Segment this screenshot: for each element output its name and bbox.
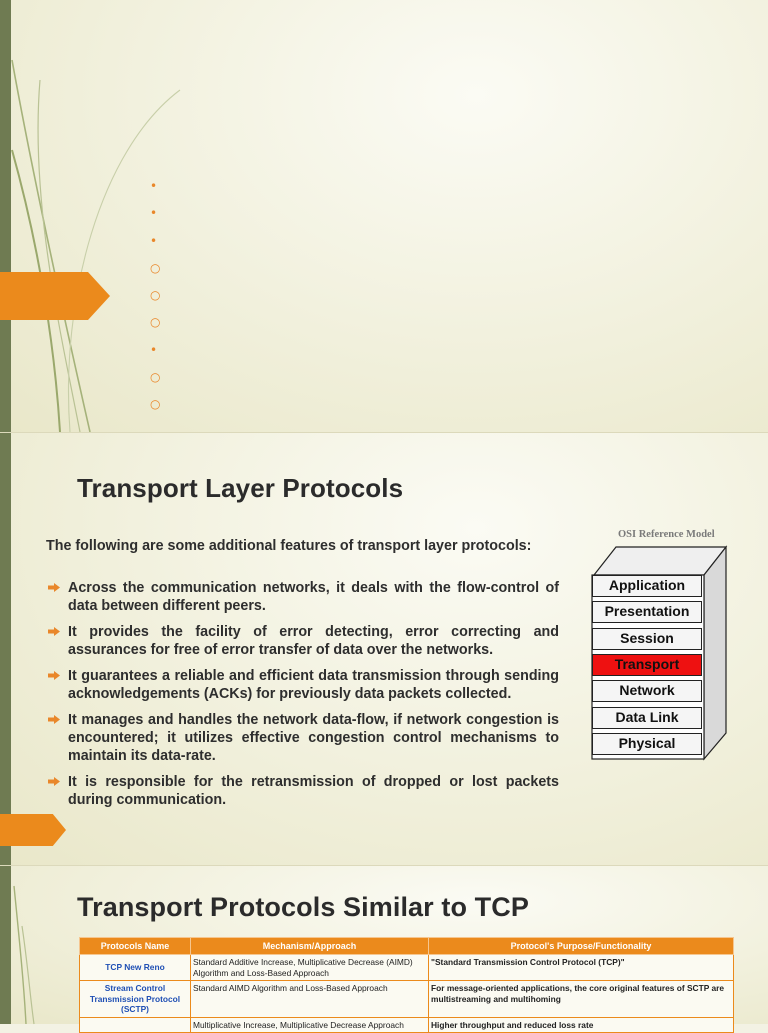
osi-caption: OSI Reference Model	[618, 529, 715, 540]
osi-layer-network: Network	[592, 680, 702, 702]
bullet-marker: ○	[150, 260, 161, 275]
bullet-marker: ○	[150, 397, 161, 412]
feature-text: It guarantees a reliable and efficient data transmission through sending acknowledgements (ACKs) for previously data packets collected.	[68, 668, 559, 702]
feature-item	[46, 773, 559, 809]
mechanism-cell: Multiplicative Increase, Multiplicative Decrease Approach	[191, 1017, 429, 1033]
feature-item	[46, 579, 559, 615]
feature-list	[46, 579, 559, 817]
orange-tab-marker	[0, 814, 66, 846]
slide-2	[0, 433, 768, 865]
bullet-marker: •	[150, 206, 158, 221]
mechanism-cell: Standard AIMD Algorithm and Loss-Based Approach	[191, 981, 429, 1018]
orange-tab-marker	[0, 272, 110, 320]
feature-text: It provides the facility of error detecting, error correcting and assurances for free of error transfer of data over the networks.	[68, 624, 559, 658]
mechanism-cell: Standard Additive Increase, Multiplicative Decrease (AIMD) Algorithm and Loss-Based Approach	[191, 955, 429, 981]
feature-text: It manages and handles the network data-flow, if network congestion is encountered; it utilizes effective congestion control mechanisms to maintain its data-rate.	[68, 712, 559, 764]
table-header-cell: Protocol's Purpose/Functionality	[429, 938, 734, 955]
empty-bullet-list	[150, 176, 160, 422]
decorative-curves	[0, 866, 60, 1024]
osi-layer-application: Application	[592, 575, 702, 597]
arrow-bullet-icon	[48, 671, 60, 680]
bullet-marker: ○	[150, 370, 161, 385]
slide-sidebar-bar	[0, 433, 11, 865]
purpose-cell: Higher throughput and reduced loss rate	[429, 1017, 734, 1033]
intro-text: The following are some additional features of transport layer protocols:	[46, 538, 532, 554]
protocol-name-cell: Stream Control Transmission Protocol (SCTP)	[80, 981, 191, 1018]
arrow-bullet-icon	[48, 583, 60, 592]
table-row	[80, 1017, 734, 1033]
feature-text: It is responsible for the retransmission of dropped or lost packets during communication.	[68, 774, 559, 808]
osi-layer-transport: Transport	[592, 654, 702, 676]
bullet-marker: ○	[150, 315, 161, 330]
protocol-name-cell: TCP New Reno	[80, 955, 191, 981]
feature-item	[46, 711, 559, 765]
feature-item	[46, 667, 559, 703]
table-header-cell: Mechanism/Approach	[191, 938, 429, 955]
slide-3	[0, 866, 768, 1030]
feature-text: Across the communication networks, it deals with the flow-control of data between different peers.	[68, 580, 559, 614]
decorative-curves	[0, 0, 200, 432]
arrow-bullet-icon	[48, 627, 60, 636]
bullet-marker: •	[150, 233, 158, 248]
table-header-row	[80, 938, 734, 955]
purpose-cell: For message-oriented applications, the core original features of SCTP are multistreaming and multihoming	[429, 981, 734, 1018]
slide-1	[0, 0, 768, 432]
table-row	[80, 955, 734, 981]
arrow-bullet-icon	[48, 777, 60, 786]
feature-item	[46, 623, 559, 659]
bullet-marker: ○	[150, 288, 161, 303]
table-header-cell: Protocols Name	[80, 938, 191, 955]
slide-title: Transport Protocols Similar to TCP	[77, 892, 529, 922]
osi-layer-presentation: Presentation	[592, 601, 702, 623]
table-row	[80, 981, 734, 1018]
purpose-cell: "Standard Transmission Control Protocol (TCP)"	[429, 955, 734, 981]
osi-layer-physical: Physical	[592, 733, 702, 755]
protocol-name-cell	[80, 1017, 191, 1033]
osi-layer-session: Session	[592, 628, 702, 650]
slide-title: Transport Layer Protocols	[77, 473, 404, 503]
bullet-marker: •	[150, 342, 158, 357]
arrow-bullet-icon	[48, 715, 60, 724]
bullet-marker: •	[150, 179, 158, 193]
protocols-table	[79, 937, 734, 1033]
osi-layer-data-link: Data Link	[592, 707, 702, 729]
